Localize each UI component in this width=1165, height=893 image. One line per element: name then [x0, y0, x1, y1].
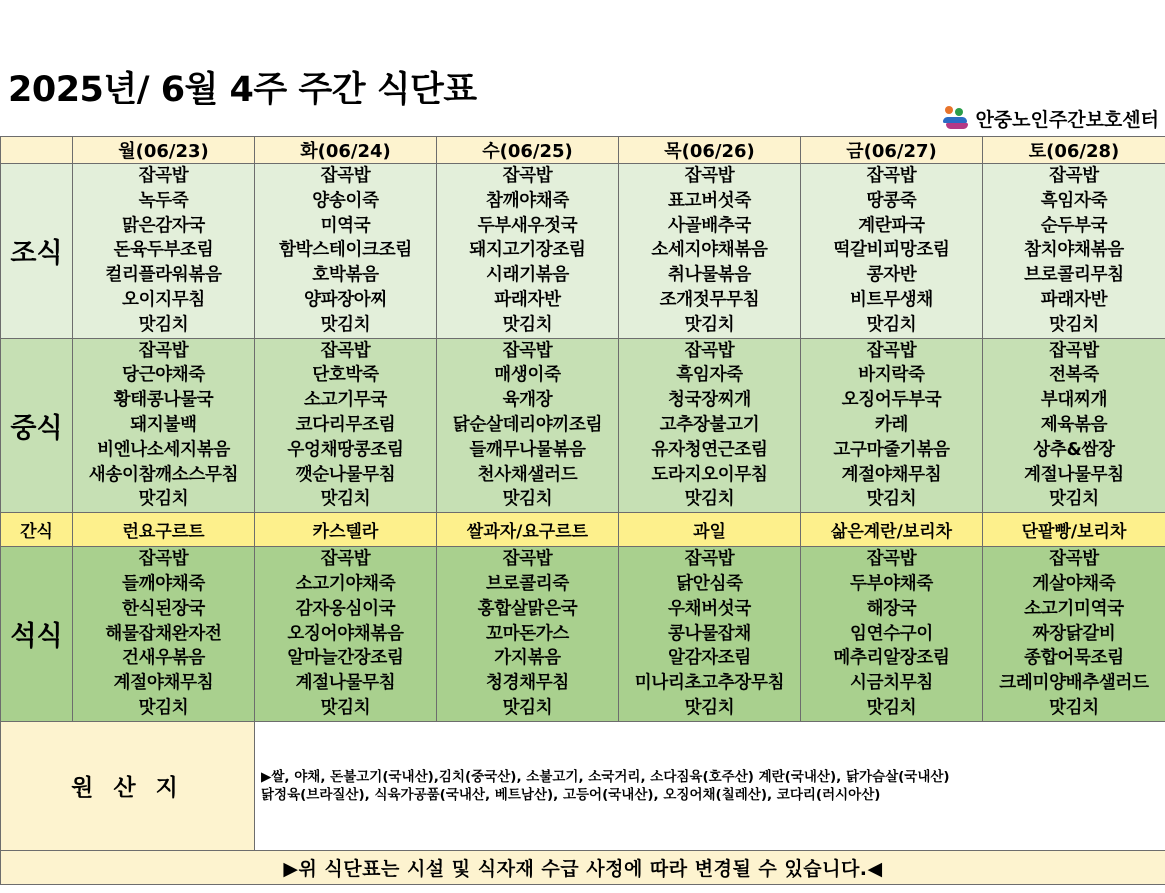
lunch-menu-cell: [73, 338, 255, 513]
menu-item: 맛김치: [502, 314, 553, 335]
menu-item: 맛김치: [1049, 314, 1099, 335]
menu-item: 맛김치: [866, 314, 917, 335]
menu-item: 유자청연근조림: [651, 439, 768, 460]
notice-text: ▶위 식단표는 시설 및 식자재 수급 사정에 따라 변경될 수 있습니다.◀: [1, 850, 1165, 884]
menu-item: 도라지오이무침: [651, 464, 768, 485]
dinner-menu-cell: [801, 547, 983, 722]
menu-item: 단호박죽: [312, 365, 379, 386]
menu-item: 잡곡밥: [320, 340, 371, 361]
day-header: 토(06/28): [983, 137, 1165, 164]
menu-item: 잡곡밥: [1049, 340, 1099, 361]
menu-item: 들깨야채죽: [121, 573, 206, 594]
dinner-label: 석식: [1, 547, 73, 722]
breakfast-menu-cell: [73, 164, 255, 339]
lunch-menu-cell: [619, 338, 801, 513]
menu-item: 오이지무침: [121, 289, 206, 310]
menu-table: [0, 136, 1165, 885]
dinner-menu-cell: [983, 547, 1165, 722]
menu-item: 크레미양배추샐러드: [999, 673, 1149, 694]
menu-item: 잡곡밥: [502, 549, 553, 570]
menu-item: 흑임자죽: [1040, 190, 1108, 211]
menu-item: 잡곡밥: [684, 549, 735, 570]
breakfast-menu-cell: [619, 164, 801, 339]
menu-item: 녹두죽: [138, 190, 189, 211]
menu-item: 두부새우젓국: [477, 215, 578, 236]
dinner-row: [1, 547, 1165, 722]
menu-item: 파래자반: [1040, 289, 1108, 310]
day-header: 수(06/25): [437, 137, 619, 164]
menu-item: 닭순살데리야끼조림: [452, 414, 603, 435]
origin-text: [255, 721, 1165, 850]
menu-item: 맛김치: [866, 697, 917, 718]
menu-item: 비엔나소세지볶음: [97, 439, 230, 460]
menu-item: 컬리플라워볶음: [105, 265, 222, 286]
menu-item: 잡곡밥: [866, 340, 917, 361]
dinner-menu-cell: [255, 547, 437, 722]
menu-item: 브로콜리무침: [1024, 265, 1124, 286]
snack-cell: 삶은계란/보리차: [801, 513, 983, 547]
menu-item: 고구마줄기볶음: [833, 439, 950, 460]
menu-item: 파래자반: [494, 289, 561, 310]
menu-item: 짜장닭갈비: [1032, 623, 1116, 644]
snack-cell: 런요구르트: [73, 513, 255, 547]
menu-item: 계절나물무침: [1024, 464, 1124, 485]
menu-item: 참깨야채죽: [485, 190, 570, 211]
menu-item: 맛김치: [502, 697, 553, 718]
menu-item: 잡곡밥: [138, 166, 189, 186]
menu-item: 돈육두부조림: [113, 240, 214, 261]
menu-item: 조개젓무무침: [659, 289, 760, 310]
menu-item: 알마늘간장조림: [287, 648, 404, 669]
dinner-menu-cell: [619, 547, 801, 722]
breakfast-label: 조식: [1, 164, 73, 339]
menu-item: 참치야채볶음: [1024, 240, 1124, 261]
menu-item: 닭안심죽: [676, 573, 743, 594]
menu-item: 바지락죽: [858, 365, 925, 386]
menu-item: 잡곡밥: [684, 166, 735, 186]
lunch-menu-cell: [255, 338, 437, 513]
menu-item: 꼬마돈가스: [485, 623, 570, 644]
menu-item: 부대찌개: [1040, 390, 1108, 411]
snack-cell: 단팥빵/보리차: [983, 513, 1165, 547]
menu-item: 소세지야채볶음: [651, 240, 768, 261]
menu-item: 청국장찌개: [667, 390, 752, 411]
menu-item: 잡곡밥: [1049, 166, 1099, 186]
menu-item: 콩자반: [866, 265, 917, 286]
menu-item: 양파장아찌: [303, 289, 388, 310]
menu-item: 메추리알장조림: [833, 648, 950, 669]
menu-item: 카레: [874, 414, 909, 435]
menu-item: 맛김치: [138, 697, 189, 718]
menu-item: 순두부국: [1040, 215, 1108, 236]
menu-item: 들깨무나물볶음: [469, 439, 586, 460]
menu-item: 새송이참깨소스무침: [88, 464, 239, 485]
menu-item: 해물잡채완자전: [105, 623, 222, 644]
header-corner: [1, 137, 73, 164]
menu-item: 건새우볶음: [121, 648, 206, 669]
menu-item: 고추장불고기: [659, 414, 760, 435]
menu-item: 땅콩죽: [866, 190, 917, 211]
menu-item: 잡곡밥: [1049, 549, 1099, 570]
menu-item: 잡곡밥: [866, 549, 917, 570]
notice-row: [1, 850, 1165, 884]
menu-item: 제육볶음: [1040, 414, 1108, 435]
lunch-label: 중식: [1, 338, 73, 513]
snack-row: [1, 513, 1165, 547]
menu-item: 당근야채죽: [121, 365, 206, 386]
menu-item: 맛김치: [866, 489, 917, 510]
menu-item: 게살야채죽: [1032, 573, 1116, 594]
menu-item: 떡갈비피망조림: [833, 240, 950, 261]
menu-item: 황태콩나물국: [113, 390, 214, 411]
menu-item: 맛김치: [684, 314, 735, 335]
day-header: 목(06/26): [619, 137, 801, 164]
menu-item: 맛김치: [1049, 697, 1099, 718]
menu-item: 소고기무국: [303, 390, 388, 411]
menu-item: 알감자조림: [667, 648, 752, 669]
menu-item: 계절나물무침: [295, 673, 396, 694]
origin-line: ▶쌀, 야채, 돈불고기(국내산),김치(중국산), 소불고기, 소국거리, 소다짐육(호주산) 계란(국내산), 닭가슴살(국내산): [261, 768, 950, 785]
menu-item: 청경채무침: [485, 673, 570, 694]
menu-item: 잡곡밥: [320, 166, 371, 186]
menu-item: 흑임자죽: [676, 365, 743, 386]
menu-item: 양송이죽: [312, 190, 379, 211]
menu-item: 홍합살맑은국: [477, 598, 578, 619]
origin-label: 원 산 지: [1, 721, 255, 850]
menu-item: 감자옹심이국: [295, 598, 396, 619]
menu-item: 소고기미역국: [1024, 598, 1124, 619]
menu-item: 맛김치: [320, 697, 371, 718]
menu-item: 돼지고기장조림: [469, 240, 586, 261]
menu-item: 함박스테이크조림: [279, 240, 412, 261]
brand-name: 안중노인주간보호센터: [975, 108, 1159, 131]
origin-row: [1, 721, 1165, 850]
snack-cell: 쌀과자/요구르트: [437, 513, 619, 547]
menu-item: 브로콜리죽: [485, 573, 570, 594]
breakfast-menu-cell: [801, 164, 983, 339]
menu-item: 맛김치: [320, 489, 371, 510]
menu-item: 잡곡밥: [320, 549, 371, 570]
page-title: 2025년/ 6월 4주 주간 식단표: [8, 70, 477, 110]
family-logo-icon: [943, 106, 969, 130]
menu-item: 사골배추국: [667, 215, 752, 236]
menu-item: 맛김치: [684, 489, 735, 510]
menu-item: 우채버섯국: [667, 598, 752, 619]
day-header: 화(06/24): [255, 137, 437, 164]
menu-item: 소고기야채죽: [295, 573, 396, 594]
menu-item: 호박볶음: [312, 265, 379, 286]
menu-item: 두부야채죽: [849, 573, 934, 594]
menu-item: 맛김치: [138, 489, 189, 510]
breakfast-menu-cell: [983, 164, 1165, 339]
breakfast-menu-cell: [255, 164, 437, 339]
menu-item: 잡곡밥: [502, 340, 553, 361]
menu-item: 매생이죽: [494, 365, 561, 386]
day-header: 금(06/27): [801, 137, 983, 164]
menu-item: 해장국: [866, 598, 917, 619]
dinner-menu-cell: [437, 547, 619, 722]
menu-item: 미나리초고추장무침: [634, 673, 785, 694]
lunch-menu-cell: [983, 338, 1165, 513]
menu-item: 잡곡밥: [866, 166, 917, 186]
breakfast-menu-cell: [437, 164, 619, 339]
menu-item: 상추&쌈장: [1033, 439, 1115, 460]
snack-cell: 카스텔라: [255, 513, 437, 547]
menu-item: 돼지불백: [130, 414, 197, 435]
menu-item: 가지볶음: [494, 648, 561, 669]
menu-item: 취나물볶음: [667, 265, 752, 286]
menu-item: 시금치무침: [849, 673, 934, 694]
menu-item: 육개장: [502, 390, 553, 411]
menu-item: 잡곡밥: [502, 166, 553, 186]
menu-item: 시래기볶음: [485, 265, 570, 286]
breakfast-row: [1, 164, 1165, 339]
origin-line: 닭정육(브라질산), 식육가공품(국내산, 베트남산), 고등어(국내산), 오징어채(칠레산), 코다리(러시아산): [261, 786, 881, 803]
menu-item: 우엉채땅콩조림: [287, 439, 404, 460]
menu-item: 잡곡밥: [138, 340, 189, 361]
menu-item: 한식된장국: [121, 598, 206, 619]
menu-item: 맑은감자국: [121, 215, 206, 236]
menu-item: 콩나물잡채: [667, 623, 752, 644]
snack-label: 간식: [1, 513, 73, 547]
day-header-row: [1, 137, 1165, 164]
menu-item: 깻순나물무침: [295, 464, 396, 485]
menu-item: 맛김치: [684, 697, 735, 718]
menu-item: 비트무생채: [849, 289, 934, 310]
lunch-menu-cell: [801, 338, 983, 513]
lunch-menu-cell: [437, 338, 619, 513]
snack-cell: 과일: [619, 513, 801, 547]
menu-item: 오징어두부국: [841, 390, 942, 411]
menu-item: 잡곡밥: [684, 340, 735, 361]
menu-item: 표고버섯죽: [667, 190, 752, 211]
menu-item: 계란파국: [858, 215, 925, 236]
menu-item: 오징어야채볶음: [287, 623, 404, 644]
menu-item: 맛김치: [138, 314, 189, 335]
menu-item: 맛김치: [1049, 489, 1099, 510]
menu-item: 잡곡밥: [138, 549, 189, 570]
menu-item: 계절야채무침: [841, 464, 942, 485]
menu-item: 임연수구이: [849, 623, 934, 644]
brand: [943, 104, 1159, 132]
menu-item: 천사채샐러드: [477, 464, 578, 485]
menu-item: 전복죽: [1049, 365, 1099, 386]
day-header: 월(06/23): [73, 137, 255, 164]
menu-item: 코다리무조림: [295, 414, 396, 435]
menu-item: 미역국: [320, 215, 371, 236]
dinner-menu-cell: [73, 547, 255, 722]
menu-item: 종합어묵조림: [1024, 648, 1124, 669]
menu-item: 맛김치: [502, 489, 553, 510]
lunch-row: [1, 338, 1165, 513]
menu-item: 계절야채무침: [113, 673, 214, 694]
menu-item: 맛김치: [320, 314, 371, 335]
